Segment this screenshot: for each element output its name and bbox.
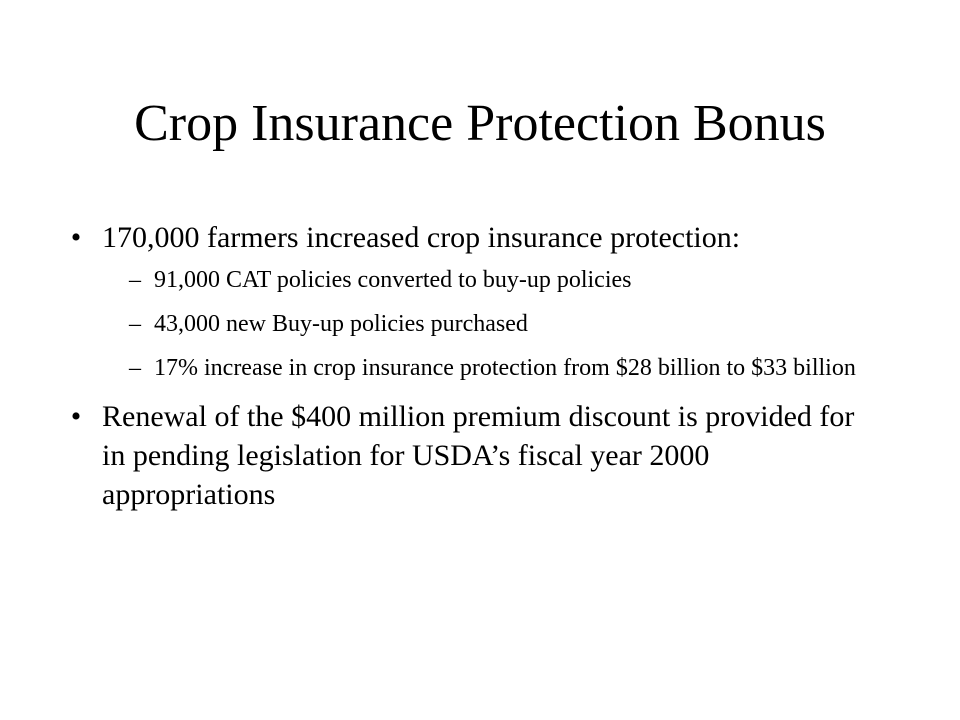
sub-bullet-text: 17% increase in crop insurance protection from $28 billion to $33 billion	[154, 355, 856, 381]
bullet-list	[64, 218, 884, 514]
sub-bullet-text: 91,000 CAT policies converted to buy-up policies	[154, 267, 632, 293]
dash-icon: –	[129, 355, 141, 381]
bullet-dot-icon: •	[70, 221, 82, 254]
sub-bullet-item	[102, 353, 884, 383]
bullet-item	[64, 218, 884, 383]
bullet-item	[64, 397, 884, 514]
dash-icon: –	[129, 267, 141, 293]
bullet-dot-icon: •	[70, 400, 82, 433]
sub-bullet-item	[102, 309, 884, 339]
slide-title: Crop Insurance Protection Bonus	[134, 95, 826, 152]
sub-bullet-text: 43,000 new Buy-up policies purchased	[154, 311, 528, 337]
sub-bullet-list	[102, 265, 884, 383]
dash-icon: –	[129, 311, 141, 337]
bullet-text: Renewal of the $400 million premium discount is provided for in pending legislation for USDA’s fiscal year 2000 appropriations	[102, 400, 855, 511]
bullet-text: 170,000 farmers increased crop insurance protection:	[102, 221, 741, 254]
sub-bullet-item	[102, 265, 884, 295]
